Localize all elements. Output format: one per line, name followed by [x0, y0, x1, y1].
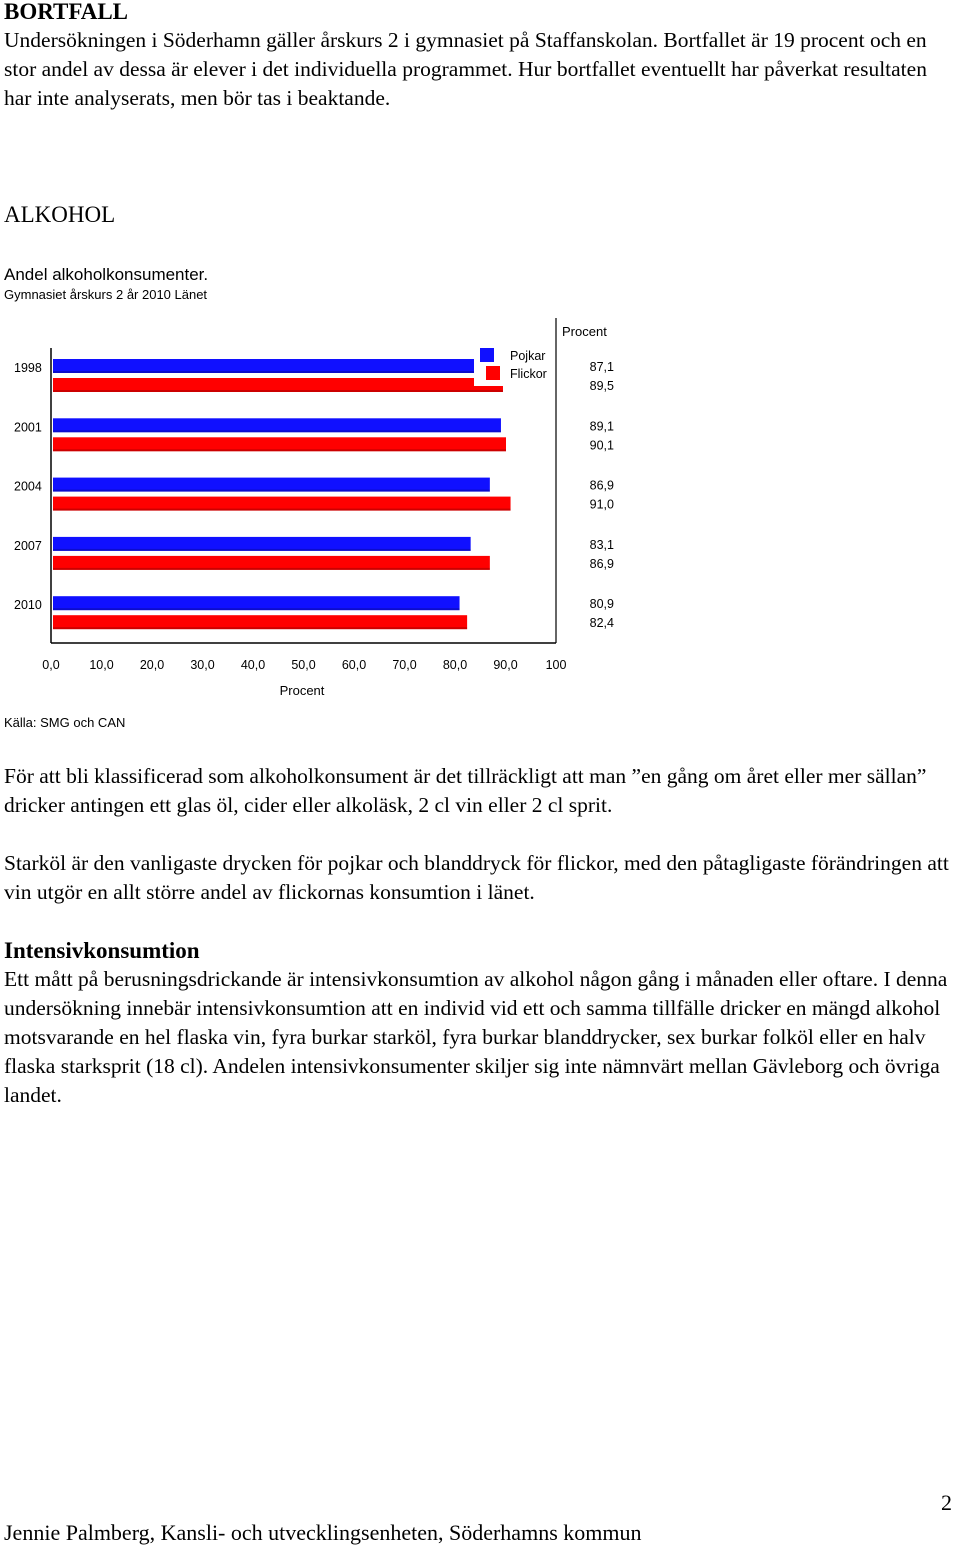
- value-label: 90,1: [589, 438, 614, 453]
- bar-pojkar-2004: [53, 478, 490, 492]
- x-tick-label: 30,0: [190, 658, 215, 672]
- x-tick-label: 40,0: [240, 658, 266, 672]
- bar-pojkar-2007: [53, 537, 471, 551]
- bar-shadow: [53, 449, 506, 451]
- bortfall-heading: BORTFALL: [4, 0, 129, 24]
- x-tick-label: 60,0: [341, 658, 367, 672]
- bar-shadow: [53, 509, 511, 511]
- bar-pojkar-2010: [53, 596, 460, 610]
- legend-label-flickor: Flickor: [510, 367, 547, 381]
- chart-xlabel: Procent: [279, 683, 325, 698]
- category-label: 2001: [14, 420, 42, 435]
- bar-flickor-2001: [53, 437, 506, 451]
- value-label: 89,5: [589, 379, 614, 393]
- page-number: 2: [941, 1490, 952, 1515]
- legend-swatch-pojkar: [480, 348, 494, 362]
- chart-legend: [474, 344, 554, 386]
- bar-flickor-2007: [53, 556, 490, 570]
- bar-shadow: [53, 568, 490, 570]
- category-label: 2007: [14, 538, 42, 553]
- category-label: 2010: [14, 598, 42, 613]
- bar-pojkar-1998: [53, 359, 491, 373]
- bar-shadow: [53, 608, 460, 610]
- bar-shadow: [53, 627, 467, 629]
- bar-shadow: [53, 390, 503, 392]
- value-label: 87,1: [589, 360, 614, 374]
- bar-shadow: [53, 490, 490, 492]
- bar-pojkar-2001: [53, 418, 501, 432]
- alcohol-chart: [0, 258, 640, 738]
- alkohol-heading: ALKOHOL: [4, 202, 116, 227]
- x-tick-label: 70,0: [392, 658, 417, 672]
- chart-values-header: Procent: [562, 324, 607, 339]
- legend-label-pojkar: Pojkar: [510, 349, 546, 363]
- bar-shadow: [53, 371, 491, 373]
- value-label: 86,9: [589, 556, 614, 571]
- category-label: 1998: [14, 361, 42, 375]
- footer-author: Jennie Palmberg, Kansli- och utvecklingsenheten, Söderhamns kommun: [4, 1520, 642, 1545]
- starkol-paragraph: Starköl är den vanligaste drycken för pojkar och blanddryck för flickor, med den påtagligaste förändringen att vin utgör en allt större andel av flickornas konsumtion i länet.: [4, 851, 949, 904]
- value-label: 82,4: [589, 616, 614, 631]
- x-tick-label: 50,0: [291, 658, 316, 672]
- intro-paragraph: Undersökningen i Söderhamn gäller årskurs 2 i gymnasiet på Staffanskolan. Bortfallet är 19 procent och en stor andel av dessa är elever i det individuella programmet. Hur bortfallet eventuellt har påverkat resultaten har inte analyserats, men bör tas i beaktande.: [4, 28, 927, 110]
- x-tick-label: 20,0: [139, 658, 165, 672]
- bar-shadow: [53, 549, 471, 551]
- x-tick-label: 100: [545, 658, 567, 672]
- x-tick-label: 90,0: [493, 658, 518, 672]
- intensiv-paragraph: Ett mått på berusningsdrickande är intensivkonsumtion av alkohol någon gång i månaden eller oftare. I denna undersökning innebär intensivkonsumtion att en individ vid ett och samma tillfälle dricker en mängd alkohol motsvarande en hel flaska vin, fyra burkar starköl, fyra burkar blanddrycker, sex burkar folköl eller en halv flaska starksprit (18 cl). Andelen intensivkonsumenter skiljer sig inte nämnvärt mellan Gävleborg och övriga landet.: [4, 967, 948, 1107]
- bar-flickor-1998: [53, 378, 503, 392]
- legend-swatch-flickor: [486, 366, 500, 380]
- x-tick-label: 10,0: [89, 658, 114, 672]
- bar-flickor-2010: [53, 615, 467, 629]
- chart-subtitle: Gymnasiet årskurs 2 år 2010 Länet: [4, 287, 208, 302]
- value-label: 83,1: [589, 537, 614, 552]
- intensiv-heading: Intensivkonsumtion: [4, 938, 200, 963]
- x-tick-label: 0,0: [42, 658, 60, 672]
- definition-paragraph: För att bli klassificerad som alkoholkonsument är det tillräckligt att man ”en gång om året eller mer sällan” dricker antingen ett glas öl, cider eller alkoläsk, 2 cl vin eller 2 cl sprit.: [4, 764, 927, 817]
- x-tick-label: 80,0: [442, 658, 468, 672]
- value-label: 80,9: [589, 597, 614, 612]
- chart-source: Källa: SMG och CAN: [4, 715, 126, 730]
- chart-title: Andel alkoholkonsumenter.: [4, 265, 209, 284]
- value-label: 89,1: [589, 419, 614, 434]
- value-label: 86,9: [589, 478, 614, 493]
- bar-shadow: [53, 430, 501, 432]
- value-label: 91,0: [589, 497, 614, 512]
- category-label: 2004: [14, 479, 42, 494]
- bar-flickor-2004: [53, 497, 511, 511]
